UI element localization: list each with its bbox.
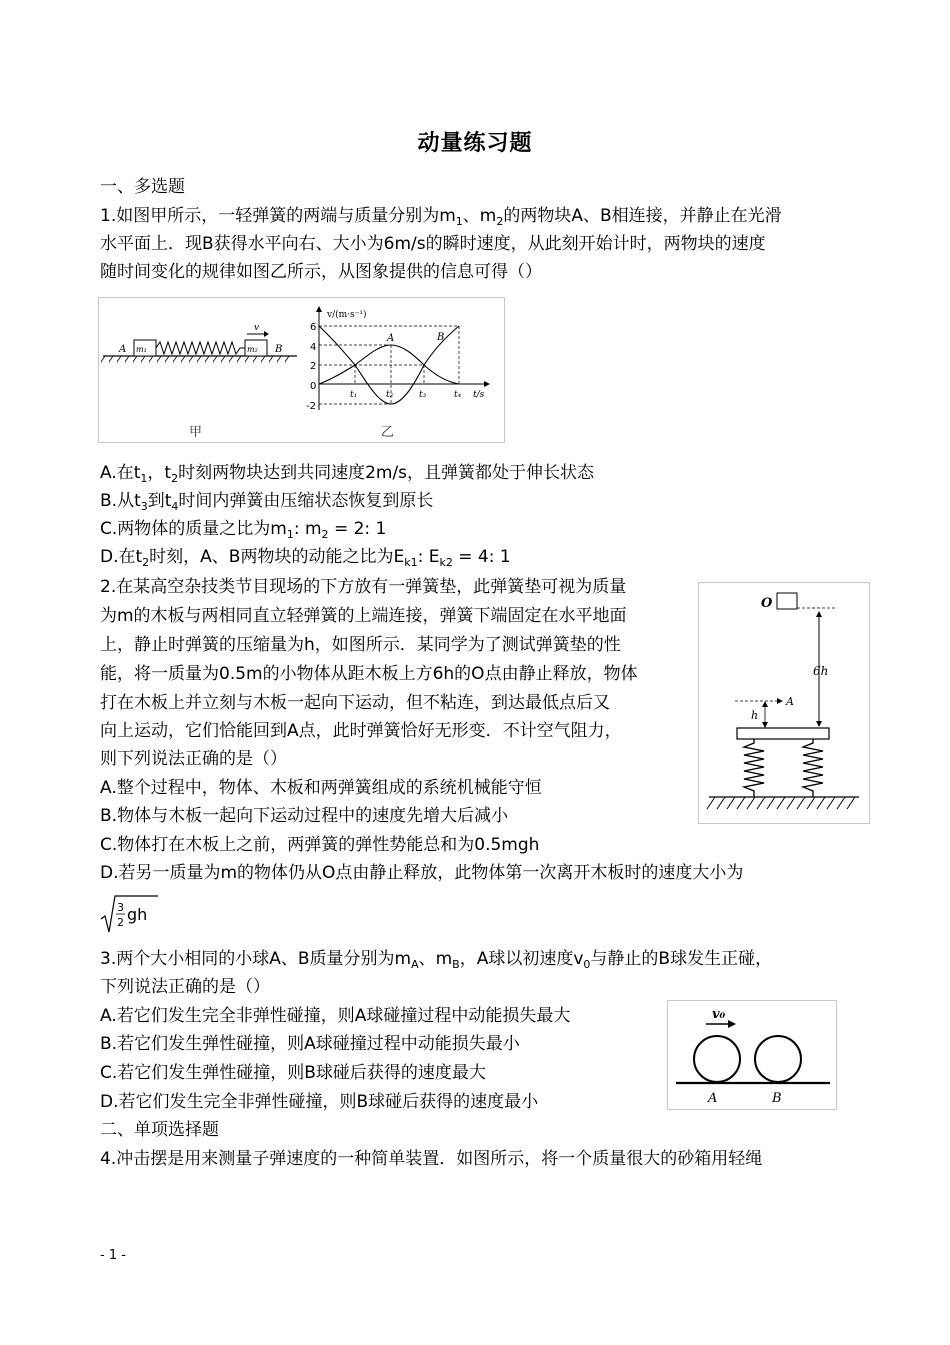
q1-option-b: B.从$t_3$到$t_4$时间内弹簧由压缩状态恢复到原长 (100, 491, 434, 513)
fraction-denominator: 2 (117, 916, 124, 929)
tick-t3: t₃ (419, 390, 427, 400)
q2-option-d-formula (100, 893, 160, 935)
spring (156, 342, 245, 354)
spring-left (744, 739, 764, 797)
tick-0: 0 (310, 381, 317, 392)
wooden-board (737, 728, 829, 739)
q2-line-5: 打在木板上并立刻与木板一起向下运动，但不粘连，到达最低点后又 (100, 693, 610, 713)
y-axis-arrow-icon (316, 306, 322, 312)
six-h-label: 6h (813, 664, 829, 678)
q3-option-b: B.若它们发生弹性碰撞，则A球碰撞过程中动能损失最小 (100, 1034, 520, 1054)
q1-figure-svg (99, 298, 504, 442)
arrow-down-icon (816, 721, 822, 727)
tick-neg2: -2 (306, 401, 316, 412)
h-label: h (751, 709, 759, 722)
tick-t1: t₁ (350, 390, 358, 400)
q1-line-1: 1.如图甲所示，一轻弹簧的两端与质量分别为$m_1$、$m_2$的两物块A、B相连接，并静止在光滑 (100, 206, 782, 228)
q1-option-c: C.两物体的质量之比为$m_1$: $m_2 = 2$: 1 (100, 519, 387, 541)
q2-line-6: 向上运动，它们恰能回到A点，此时弹簧恰好无形变．不计空气阻力， (100, 721, 622, 741)
tick-t4: t₄ (454, 390, 462, 400)
q1-option-a: A.在$t_1$，$t_2$时刻两物块达到共同速度2m/s，且弹簧都处于伸长状态 (100, 463, 595, 485)
q1-option-d: D.在$t_2$时刻，A、B两物块的动能之比为$E_{k1}$: $E_{k2} = 4$: 1 (100, 547, 511, 569)
q1-line-3: 随时间变化的规律如图乙所示，从图象提供的信息可得（） (100, 262, 542, 282)
ball-a-label: A (708, 1091, 718, 1106)
q3-line-2: 下列说法正确的是（） (100, 977, 270, 997)
h-arrow-down-icon (762, 722, 768, 728)
h-arrow-up-icon (762, 701, 768, 707)
ball-b-label: B (772, 1091, 782, 1106)
point-o-label: O (761, 596, 773, 611)
q2-line-7: 则下列说法正确的是（） (100, 749, 287, 769)
q2-line-4: 能，将一质量为0.5m的小物体从距木板上方6h的O点由静止释放，物体 (100, 664, 638, 684)
sqrt-symbol (100, 893, 160, 935)
spring-right (803, 739, 823, 797)
q2-line-3: 上，静止时弹簧的压缩量为h，如图所示．某同学为了测试弹簧垫的性 (100, 635, 621, 655)
v0-label: v₀ (712, 1007, 726, 1022)
q2-option-a: A.整个过程中，物体、木板和两弹簧组成的系统机械能守恒 (100, 778, 542, 798)
formula-tail: gh (127, 905, 148, 924)
page-title: 动量练习题 (417, 131, 533, 156)
q3-option-a: A.若它们发生完全非弹性碰撞，则A球碰撞过程中动能损失最大 (100, 1006, 571, 1026)
fraction-numerator: 3 (117, 901, 124, 914)
curve-b-label: B (437, 332, 445, 343)
section-single-choice: 二、单项选择题 (100, 1120, 219, 1140)
q2-option-b: B.物体与木板一起向下运动过程中的速度先增大后减小 (100, 806, 509, 826)
q1-figure (98, 297, 505, 443)
block-b-label: B (275, 344, 283, 355)
q3-option-d: D.若它们发生完全非弹性碰撞，则B球碰后获得的速度最小 (100, 1092, 539, 1112)
tick-6: 6 (310, 322, 317, 333)
arrow-a-icon (777, 698, 783, 704)
curve-a (319, 345, 459, 384)
velocity-label: v (254, 323, 260, 333)
q4-line-1: 4.冲击摆是用来测量子弹速度的一种简单装置．如图所示，将一个质量很大的砂箱用轻绳 (100, 1149, 763, 1169)
q2-line-2: 为m的木板与两相同直立轻弹簧的上端连接，弹簧下端固定在水平地面 (100, 606, 627, 626)
q2-line-1: 2.在某高空杂技类节目现场的下方放有一弹簧垫，此弹簧垫可视为质量 (100, 577, 627, 597)
arrow-right-icon (728, 1020, 736, 1028)
page-number: - 1 - (100, 1248, 126, 1263)
caption-left: 甲 (189, 425, 203, 440)
q3-line-1: 3.两个大小相同的小球A、B质量分别为$m_A$、$m_B$，A球以初速度$v_0$与静止的B球发生正碰， (100, 949, 773, 971)
arrow-up-icon (816, 611, 822, 617)
q2-option-d: D.若另一质量为m的物体仍从O点由静止释放，此物体第一次离开木板时的速度大小为 (100, 863, 744, 883)
q1-line-2: 水平面上．现B获得水平向右、大小为6m/s的瞬时速度，从此刻开始计时，两物块的速度 (100, 234, 766, 254)
caption-right: 乙 (381, 425, 395, 440)
small-object (777, 593, 797, 609)
curve-a-label: A (387, 333, 395, 344)
x-axis-arrow-icon (484, 381, 490, 387)
q2-figure (698, 582, 870, 824)
block-m1-label: m₁ (136, 345, 147, 354)
y-axis-label: v/(m·s⁻¹) (327, 310, 367, 320)
ball-b (755, 1036, 801, 1082)
x-axis-label: t/s (473, 390, 485, 400)
tick-t2: t₂ (386, 390, 394, 400)
arrow-right-icon (264, 331, 269, 337)
q2-figure-svg (699, 583, 869, 823)
q3-figure (667, 1000, 837, 1110)
point-a-label: A (786, 695, 794, 708)
tick-4: 4 (310, 342, 317, 353)
q2-option-c: C.物体打在木板上之前，两弹簧的弹性势能总和为0.5mgh (100, 835, 540, 855)
tick-2: 2 (310, 361, 317, 372)
section-multiple-choice: 一、多选题 (100, 177, 185, 197)
block-a-label: A (119, 344, 127, 355)
q3-figure-svg (668, 1001, 836, 1109)
block-m2-label: m₂ (247, 345, 258, 354)
ball-a (694, 1036, 740, 1082)
q3-option-c: C.若它们发生弹性碰撞，则B球碰后获得的速度最大 (100, 1063, 486, 1083)
